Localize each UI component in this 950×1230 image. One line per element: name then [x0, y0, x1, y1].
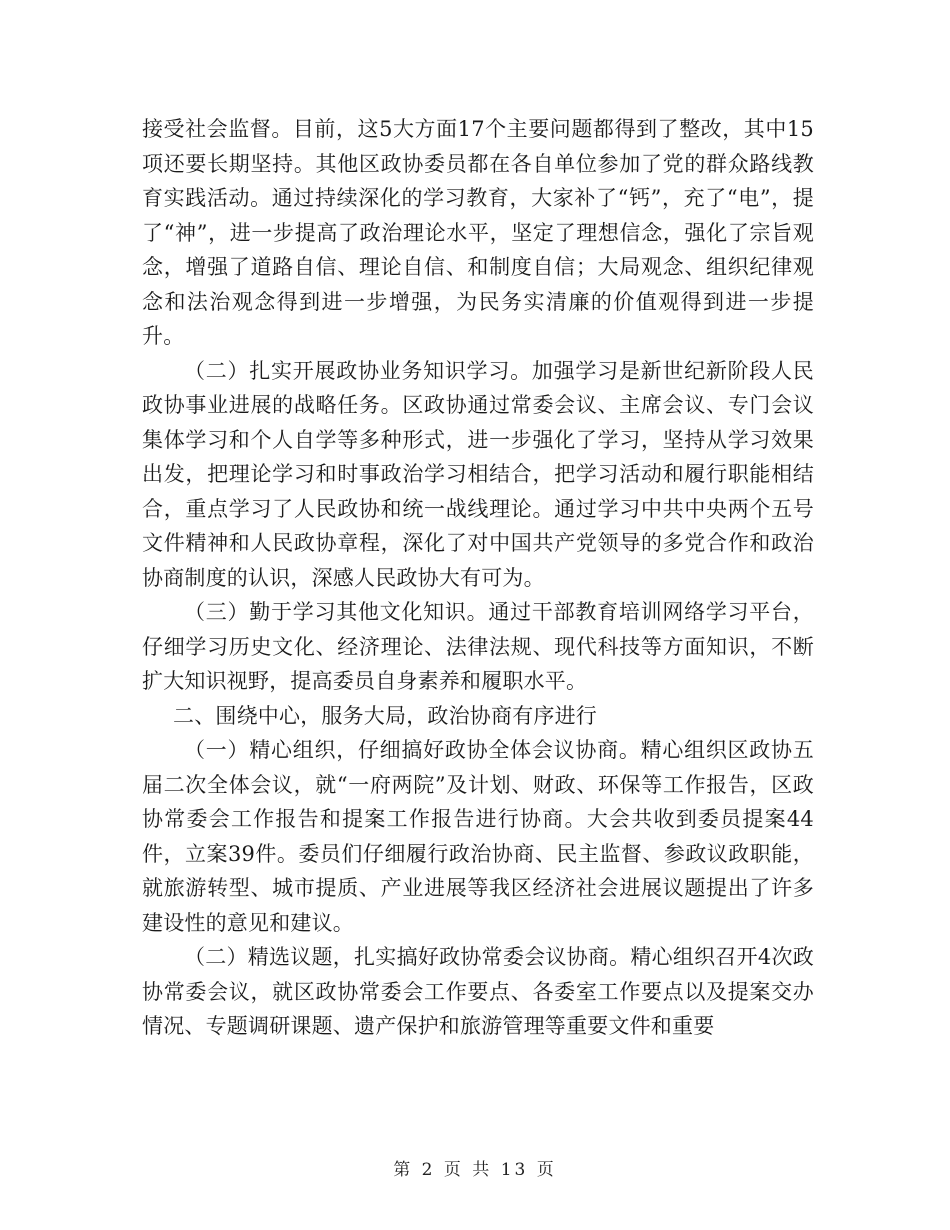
document-body [142, 112, 814, 1044]
paragraph-subsection-2: （二）精选议题，扎实搞好政协常委会议协商。精心组织召开4次政协常委会议，就区政协常委会工作要点、各委室工作要点以及提案交办情况、专题调研课题、遗产保护和旅游管理等重要文件和重要 [142, 945, 814, 1038]
page-number-footer: 第 2 页 共 13 页 [393, 1160, 557, 1180]
paragraph-section-2: （二）扎实开展政协业务知识学习。加强学习是新世纪新阶段人民政协事业进展的战略任务。区政协通过常委会议、主席会议、专门会议集体学习和个人自学等多种形式，进一步强化了学习，坚持从学习效果出发，把理论学习和时事政治学习相结合，把学习活动和履行职能相结合，重点学习了人民政协和统一战线理论。通过学习中共中央两个五号文件精神和人民政协章程，深化了对中国共产党领导的多党合作和政治协商制度的认识，深感人民政协大有可为。 [142, 358, 814, 590]
paragraph-continuation: 接受社会监督。目前，这5大方面17个主要问题都得到了整改，其中15项还要长期坚持。其他区政协委员都在各自单位参加了党的群众路线教育实践活动。通过持续深化的学习教育，大家补了“钙”，充了“电”，提了“神”，进一步提高了政治理论水平，坚定了理想信念，强化了宗旨观念，增强了道路自信、理论自信、和制度自信；大局观念、组织纪律观念和法治观念得到进一步增强，为民务实清廉的价值观得到进一步提升。 [142, 117, 814, 348]
section-heading: 二、围绕中心，服务大局，政治协商有序进行 [173, 703, 597, 728]
paragraph-subsection-1: （一）精心组织，仔细搞好政协全体会议协商。精心组织区政协五届二次全体会议，就“一府两院”及计划、财政、环保等工作报告，区政协常委会工作报告和提案工作报告进行协商。大会共收到委员提案44件，立案39件。委员们仔细履行政治协商、民主监督、参政议政职能，就旅游转型、城市提质、产业进展等我区经济社会进展议题提出了许多建设性的意见和建议。 [142, 738, 814, 935]
paragraph-section-3: （三）勤于学习其他文化知识。通过干部教育培训网络学习平台，仔细学习历史文化、经济理论、法律法规、现代科技等方面知识，不断扩大知识视野，提高委员自身素养和履职水平。 [142, 600, 814, 693]
